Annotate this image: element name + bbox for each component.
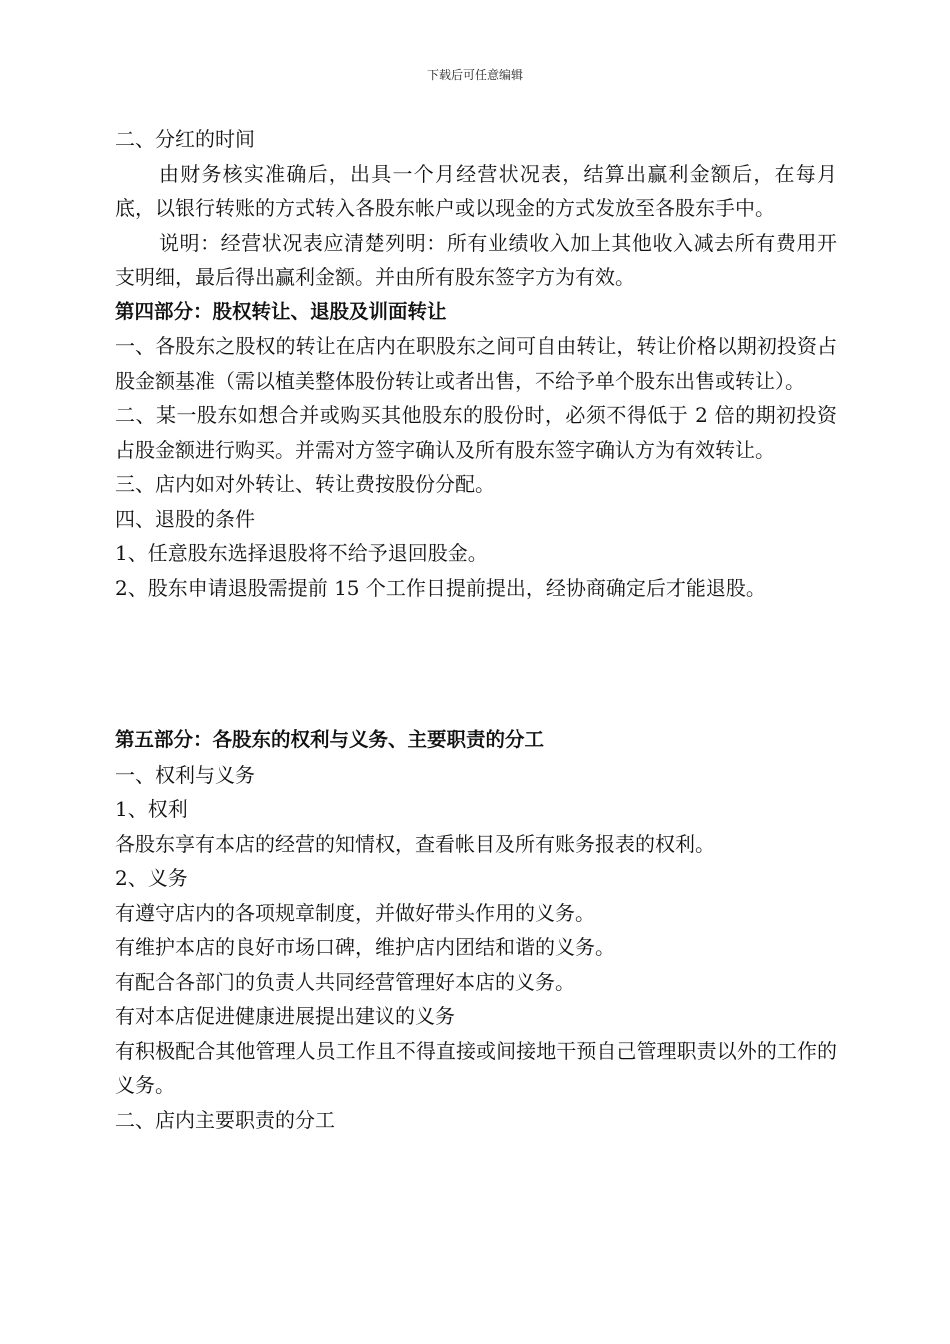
duty-item: 有遵守店内的各项规章制度，并做好带头作用的义务。	[115, 900, 595, 925]
document-body	[115, 122, 837, 1137]
section-four-heading: 第四部分：股权转让、退股及训面转让	[115, 299, 447, 323]
rights-title: 1、权利	[115, 797, 188, 821]
dividend-note: 说明：经营状况表应清楚列明：所有业绩收入加上其他收入减去所有费用开支明细，最后得出赢利金额。并由所有股东签字方为有效。	[115, 230, 837, 289]
rights-body: 各股东享有本店的经营的知情权，查看帐目及所有账务报表的权利。	[115, 831, 715, 856]
rights-duties-title: 一、权利与义务	[115, 762, 255, 787]
section-four-item-1: 一、各股东之股权的转让在店内在职股东之间可自由转让，转让价格以期初投资占股金额基准（需以植美整体股份转让或者出售，不给予单个股东出售或转让）。	[115, 334, 837, 393]
page-header: 下载后可任意编辑	[426, 68, 523, 82]
dividend-time-body: 由财务核实准确后，出具一个月经营状况表，结算出赢利金额后，在每月底，以银行转账的方式转入各股东帐户或以现金的方式发放至各股东手中。	[115, 161, 837, 220]
section-four-item-2: 二、某一股东如想合并或购买其他股东的股份时，必须不得低于 2 倍的期初投资占股金额进行购买。并需对方签字确认及所有股东签字确认方为有效转让。	[115, 403, 837, 462]
duty-item: 有配合各部门的负责人共同经营管理好本店的义务。	[115, 969, 575, 994]
division-title: 二、店内主要职责的分工	[115, 1107, 335, 1132]
duty-item: 有维护本店的良好市场口碑，维护店内团结和谐的义务。	[115, 935, 615, 959]
section-spacer	[115, 605, 837, 723]
section-four-item-6: 2、股东申请退股需提前 15 个工作日提前提出，经协商确定后才能退股。	[115, 575, 766, 600]
duty-item: 有对本店促进健康进展提出建议的义务	[115, 1004, 455, 1028]
duties-title: 2、义务	[115, 866, 188, 890]
section-four-item-4: 四、退股的条件	[115, 506, 255, 531]
section-four-item-5: 1、任意股东选择退股将不给予退回股金。	[115, 541, 488, 565]
section-five-heading: 第五部分：各股东的权利与义务、主要职责的分工	[115, 728, 545, 751]
section-four-item-3: 三、店内如对外转让、转让费按股份分配。	[115, 472, 495, 496]
duty-item: 有积极配合其他管理人员工作且不得直接或间接地干预自己管理职责以外的工作的义务。	[115, 1038, 837, 1097]
dividend-time-title: 二、分红的时间	[115, 127, 255, 151]
